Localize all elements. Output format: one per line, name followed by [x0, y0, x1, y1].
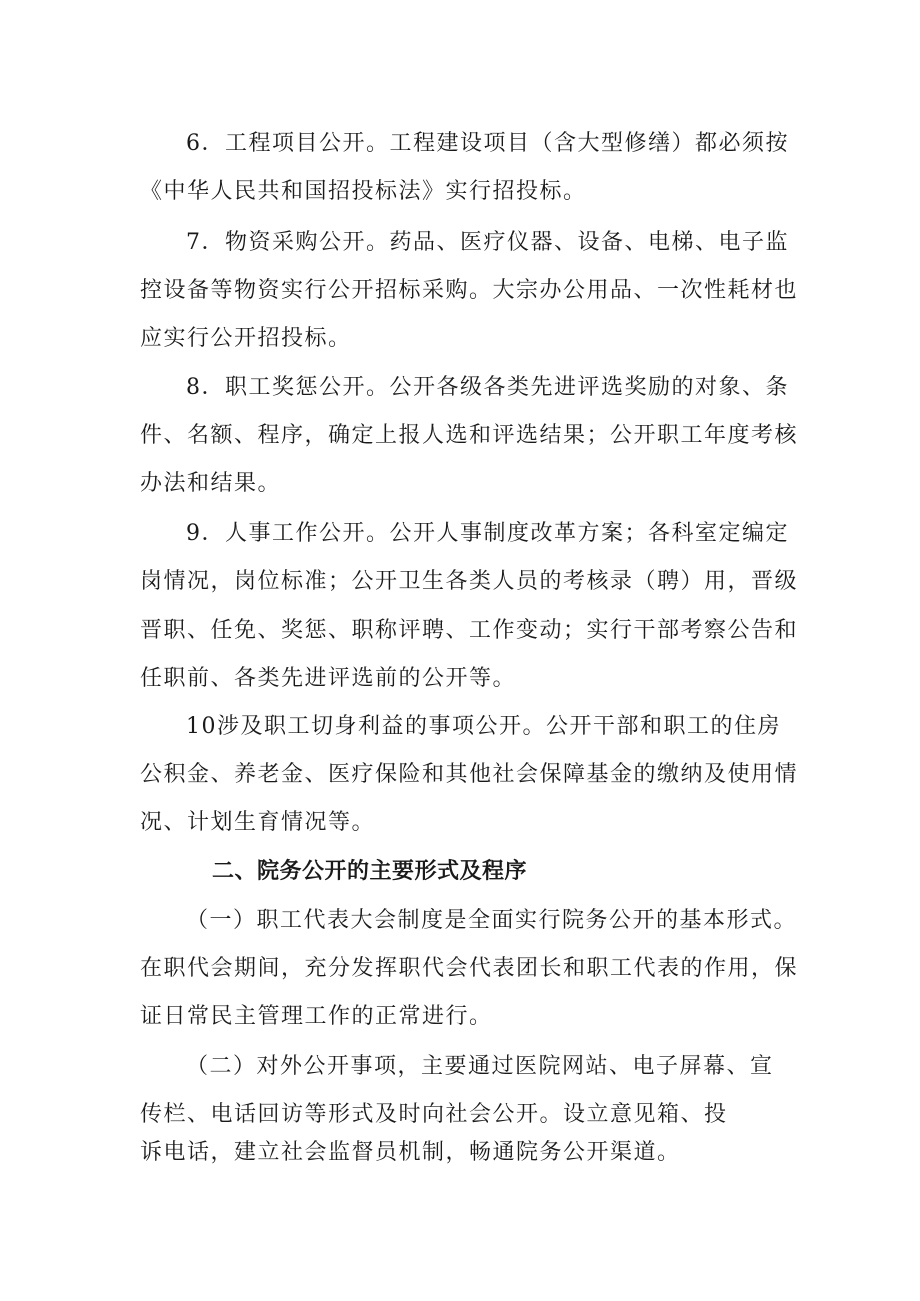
section-heading: 二、院务公开的主要形式及程序	[212, 859, 528, 884]
item-10-line-1: 10涉及职工切身利益的事项公开。公开干部和职工的住房	[186, 714, 781, 739]
sub-item-1-line-1: （一）职工代表大会制度是全面实行院务公开的基本形式。	[186, 908, 798, 933]
sub-item-1-line-2: 在职代会期间，充分发挥职代会代表团长和职工代表的作用，保	[140, 956, 799, 981]
item-9-line-3: 晋职、任免、奖惩、职称评聘、工作变动；实行干部考察公告和	[140, 618, 799, 643]
item-9-line-2: 岗情况，岗位标准；公开卫生各类人员的考核录（聘）用，晋级	[140, 569, 799, 594]
item-9-line-4: 任职前、各类先进评选前的公开等。	[140, 666, 517, 691]
item-8-line-2: 件、名额、程序，确定上报人选和评选结果；公开职工年度考核	[140, 423, 799, 448]
item-7-line-2: 控设备等物资实行公开招标采购。大宗办公用品、一次性耗材也	[140, 278, 799, 303]
item-8-line-3: 办法和结果。	[140, 471, 282, 496]
item-7-line-1: 7．物资采购公开。药品、医疗仪器、设备、电梯、电子监	[186, 230, 789, 255]
sub-item-2-line-1: （二）对外公开事项，主要通过医院网站、电子屏幕、宣	[186, 1054, 774, 1079]
item-8-line-1: 8．职工奖惩公开。公开各级各类先进评选奖励的对象、条	[186, 375, 789, 400]
item-10-line-3: 况、计划生育情况等。	[140, 810, 376, 835]
item-10-line-2: 公积金、养老金、医疗保险和其他社会保障基金的缴纳及使用情	[140, 762, 799, 787]
sub-item-2-line-2: 传栏、电话回访等形式及时向社会公开。设立意见箱、投	[140, 1102, 728, 1127]
sub-item-1-line-3: 证日常民主管理工作的正常进行。	[140, 1004, 493, 1029]
sub-item-2-line-3: 诉电话，建立社会监督员机制，畅通院务公开渠道。	[140, 1140, 681, 1165]
item-6-line-1: 6．工程项目公开。工程建设项目（含大型修缮）都必须按	[186, 131, 789, 156]
item-7-line-3: 应实行公开招投标。	[140, 326, 352, 351]
item-6-line-2: 《中华人民共和国招投标法》实行招投标。	[140, 179, 587, 204]
item-9-line-1: 9．人事工作公开。公开人事制度改革方案；各科室定编定	[186, 521, 789, 546]
